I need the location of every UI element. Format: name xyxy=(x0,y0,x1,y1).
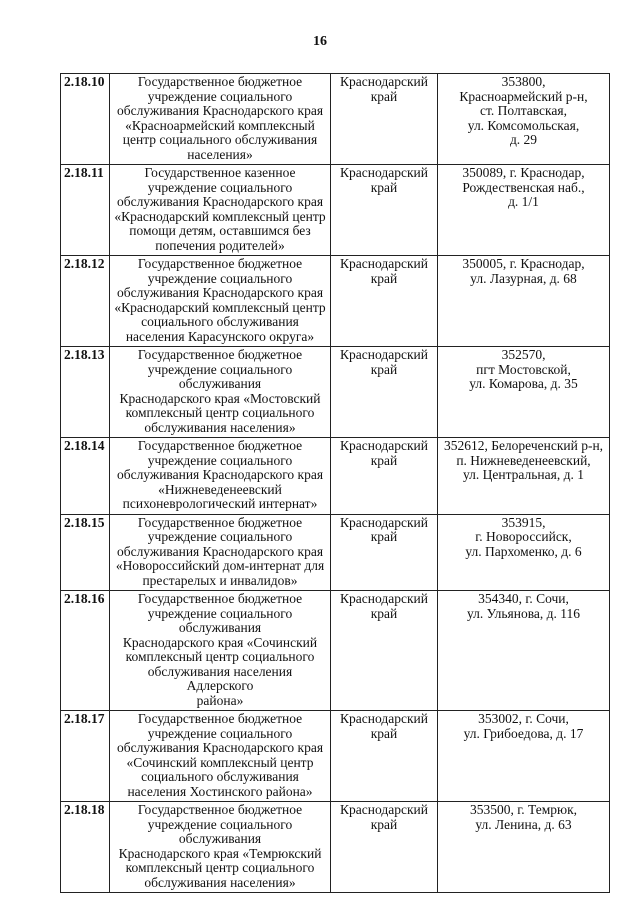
address-cell: 353002, г. Сочи, ул. Грибоедова, д. 17 xyxy=(438,711,610,802)
address-cell: 350005, г. Краснодар, ул. Лазурная, д. 68 xyxy=(438,256,610,347)
institution-name: Государственное бюджетное учреждение социального обслуживания Краснодарского края «Красноармейский комплексный центр социального обслуживания населения» xyxy=(110,74,331,165)
table-row xyxy=(61,438,610,515)
table-row xyxy=(61,347,610,438)
table-row xyxy=(61,591,610,711)
region-cell: Краснодарский край xyxy=(331,74,438,165)
row-number: 2.18.16 xyxy=(61,591,110,711)
region-cell: Краснодарский край xyxy=(331,347,438,438)
registry-table xyxy=(60,73,610,893)
table-row xyxy=(61,165,610,256)
region-cell: Краснодарский край xyxy=(331,165,438,256)
institution-name: Государственное бюджетное учреждение социального обслуживания Краснодарского края «Сочинский комплексный центр социального обслуживания населения Хостинского района» xyxy=(110,711,331,802)
institution-name: Государственное бюджетное учреждение социального обслуживания Краснодарского края «Краснодарский комплексный центр социального обслуживания населения Карасунского округа» xyxy=(110,256,331,347)
row-number: 2.18.17 xyxy=(61,711,110,802)
address-cell: 354340, г. Сочи, ул. Ульянова, д. 116 xyxy=(438,591,610,711)
table-row xyxy=(61,802,610,893)
row-number: 2.18.11 xyxy=(61,165,110,256)
table-row xyxy=(61,711,610,802)
row-number: 2.18.12 xyxy=(61,256,110,347)
page-number: 16 xyxy=(313,34,327,49)
address-cell: 350089, г. Краснодар, Рождественская наб., д. 1/1 xyxy=(438,165,610,256)
row-number: 2.18.15 xyxy=(61,514,110,591)
region-cell: Краснодарский край xyxy=(331,711,438,802)
region-cell: Краснодарский край xyxy=(331,438,438,515)
institution-name: Государственное бюджетное учреждение социального обслуживания Краснодарского края «Нижневеденеевский психоневрологический интернат» xyxy=(110,438,331,515)
address-cell: 353500, г. Темрюк, ул. Ленина, д. 63 xyxy=(438,802,610,893)
address-cell: 353800, Красноармейский р-н, ст. Полтавская, ул. Комсомольская, д. 29 xyxy=(438,74,610,165)
row-number: 2.18.13 xyxy=(61,347,110,438)
row-number: 2.18.18 xyxy=(61,802,110,893)
address-cell: 353915, г. Новороссийск, ул. Пархоменко, д. 6 xyxy=(438,514,610,591)
region-cell: Краснодарский край xyxy=(331,591,438,711)
institution-name: Государственное казенное учреждение социального обслуживания Краснодарского края «Краснодарский комплексный центр помощи детям, оставшимся без попечения родителей» xyxy=(110,165,331,256)
region-cell: Краснодарский край xyxy=(331,802,438,893)
table-row xyxy=(61,256,610,347)
address-cell: 352612, Белореченский р-н, п. Нижневеденеевский, ул. Центральная, д. 1 xyxy=(438,438,610,515)
institution-name: Государственное бюджетное учреждение социального обслуживания Краснодарского края «Сочинский комплексный центр социального обслуживания населения Адлерского района» xyxy=(110,591,331,711)
table-row xyxy=(61,514,610,591)
row-number: 2.18.10 xyxy=(61,74,110,165)
institution-name: Государственное бюджетное учреждение социального обслуживания Краснодарского края «Новороссийский дом-интернат для престарелых и инвалидов» xyxy=(110,514,331,591)
institution-name: Государственное бюджетное учреждение социального обслуживания Краснодарского края «Темрюкский комплексный центр социального обслуживания населения» xyxy=(110,802,331,893)
institution-name: Государственное бюджетное учреждение социального обслуживания Краснодарского края «Мостовский комплексный центр социального обслуживания населения» xyxy=(110,347,331,438)
row-number: 2.18.14 xyxy=(61,438,110,515)
table-row xyxy=(61,74,610,165)
region-cell: Краснодарский край xyxy=(331,514,438,591)
region-cell: Краснодарский край xyxy=(331,256,438,347)
address-cell: 352570, пгт Мостовской, ул. Комарова, д. 35 xyxy=(438,347,610,438)
